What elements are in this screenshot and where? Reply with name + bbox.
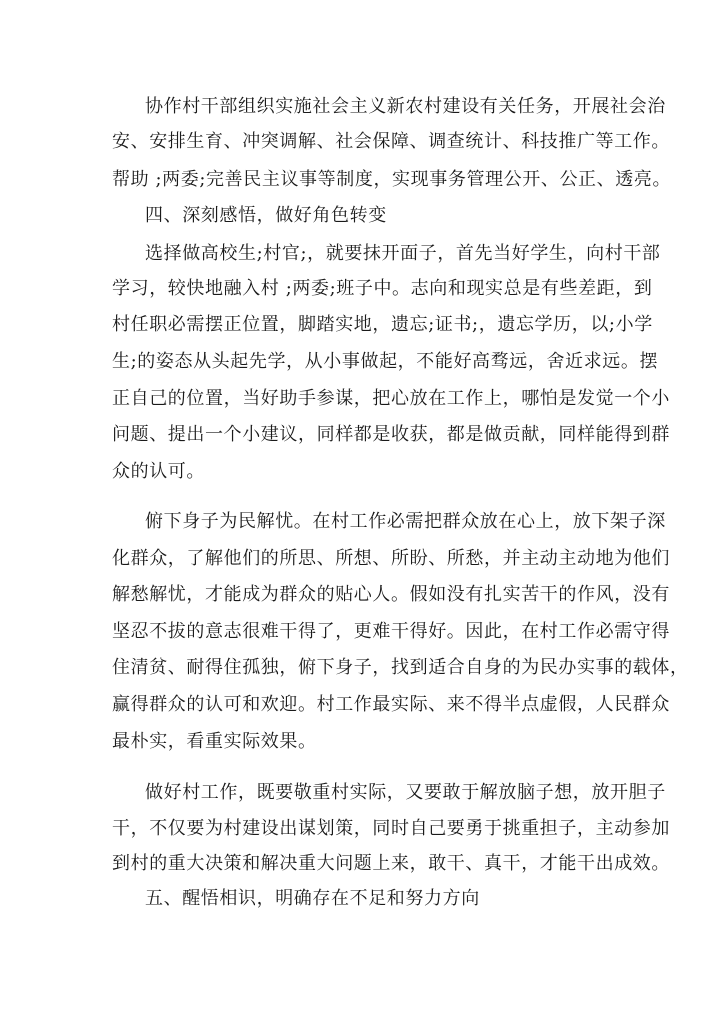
paragraph-line: 赢得群众的认可和欢迎。村工作最实际、来不得半点虚假，人民群众 [112, 694, 670, 715]
paragraph-line: 生;的姿态从头起先学，从小事做起，不能好高骛远，舍近求远。摆 [112, 351, 659, 372]
paragraph-line: 正自己的位置，当好助手参谋，把心放在工作上，哪怕是发觉一个小 [112, 388, 670, 409]
paragraph-line: 做好村工作，既要敬重村实际，又要敢于解放脑子想，放开胆子 [145, 782, 666, 803]
paragraph-line: 住清贫、耐得住孤独，俯下身子，找到适合自身的为民办实事的载体， [112, 657, 689, 678]
paragraph-line: 众的认可。 [112, 461, 205, 482]
section-heading: 四、深刻感悟，做好角色转变 [145, 205, 387, 226]
paragraph-line: 坚忍不拔的意志很难干得了，更难干得好。因此，在村工作必需守得 [112, 621, 670, 642]
section-heading: 五、醒悟相识，明确存在不足和努力方向 [145, 888, 480, 909]
paragraph-line: 学习，较快地融入村 ;两委;班子中。志向和现实总是有些差距，到 [112, 278, 653, 299]
paragraph-line: 安、安排生育、冲突调解、社会保障、调查统计、科技推广等工作。 [112, 131, 670, 152]
paragraph-line: 问题、提出一个小建议，同样都是收获，都是做贡献，同样能得到群 [112, 424, 670, 445]
paragraph-line: 协作村干部组织实施社会主义新农村建设有关任务，开展社会治 [145, 96, 666, 117]
paragraph-line: 俯下身子为民解忧。在村工作必需把群众放在心上，放下架子深 [145, 511, 666, 532]
paragraph-line: 化群众，了解他们的所思、所想、所盼、所愁，并主动主动地为他们 [112, 548, 670, 569]
paragraph-line: 到村的重大决策和解决重大问题上来，敢干、真干，才能干出成效。 [112, 853, 670, 874]
paragraph-line: 干，不仅要为村建设出谋划策，同时自己要勇于挑重担子，主动参加 [112, 818, 670, 839]
paragraph-line: 村任职必需摆正位置，脚踏实地，遗忘;证书;，遗忘学历，以;小学 [112, 314, 653, 335]
paragraph-line: 最朴实，看重实际效果。 [112, 731, 317, 752]
paragraph-line: 帮助 ;两委;完善民主议事等制度，实现事务管理公开、公正、透亮。 [112, 169, 672, 190]
paragraph-line: 选择做高校生;村官;，就要抹开面子，首先当好学生，向村干部 [145, 243, 661, 264]
paragraph-line: 解愁解忧，才能成为群众的贴心人。假如没有扎实苦干的作风，没有 [112, 584, 670, 605]
